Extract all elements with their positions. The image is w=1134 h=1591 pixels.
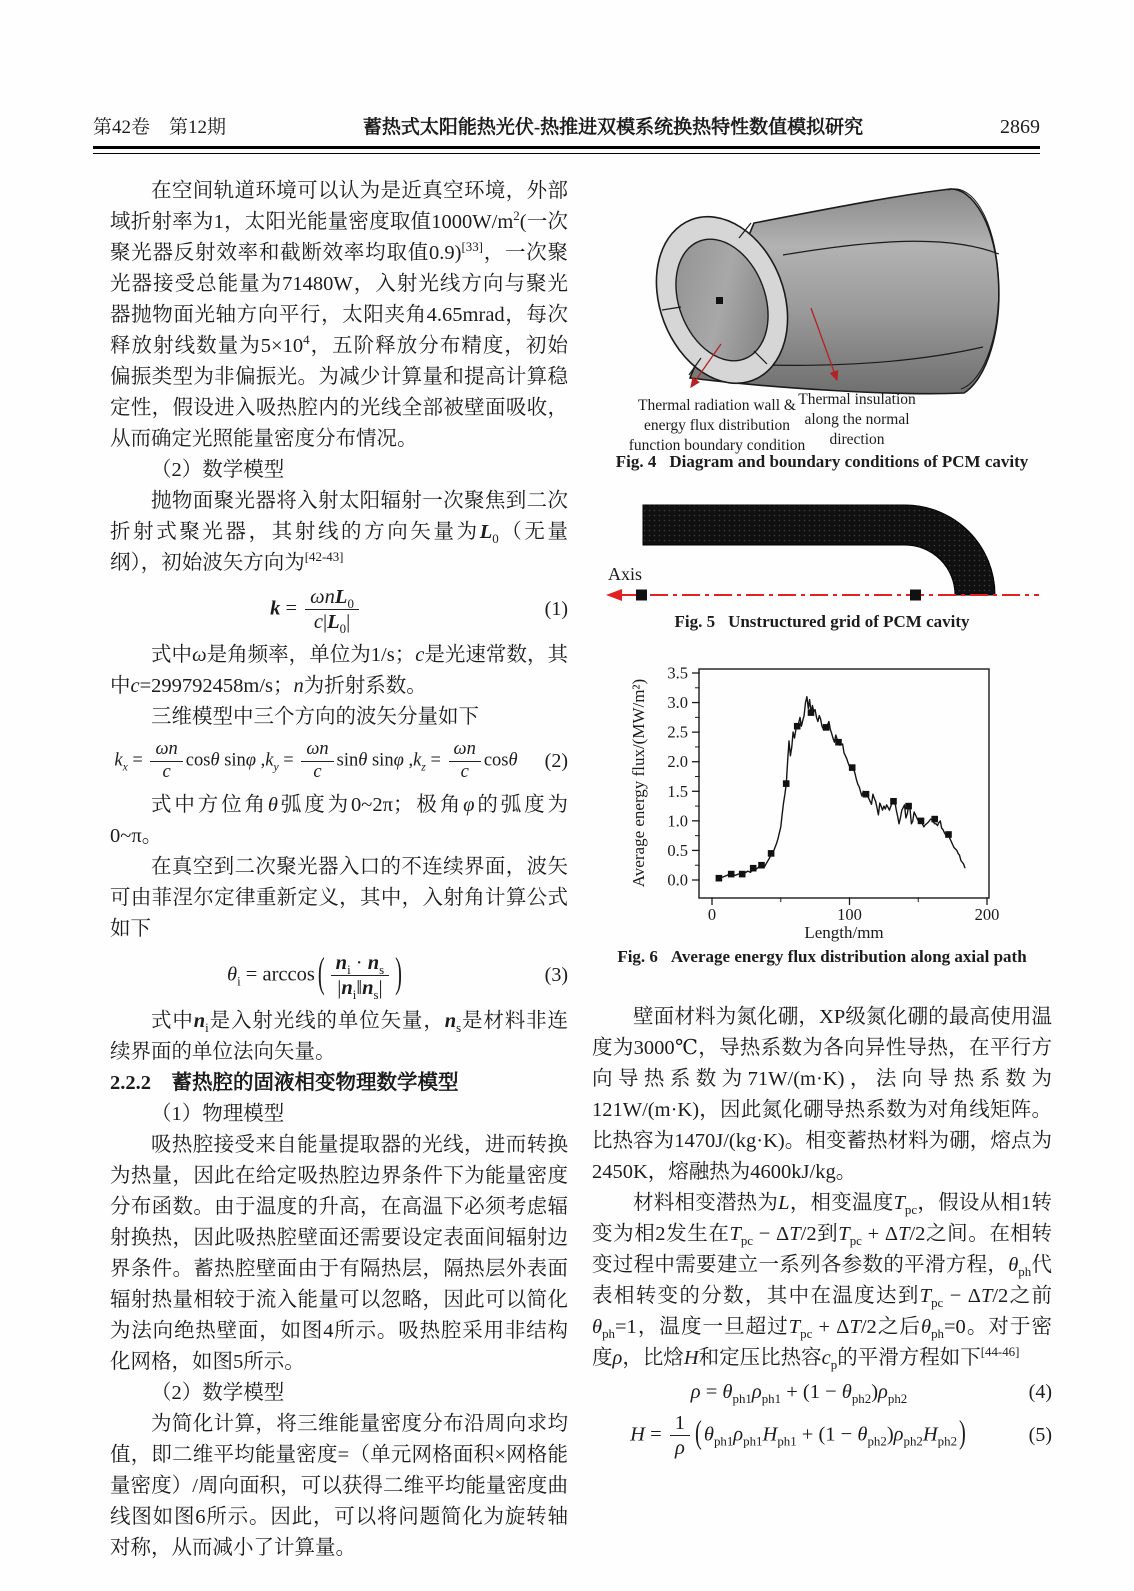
right-column: [592, 1002, 1052, 1466]
center-measure-point: [716, 297, 723, 304]
equation-5-number: (5): [1028, 1423, 1052, 1446]
svg-text:2.0: 2.0: [667, 752, 688, 772]
flux-marker: [931, 816, 938, 823]
paragraph-parabolic-concentrator: 抛物面聚光器将入射太阳辐射一次聚焦到二次折射式聚光器，其射线的方向矢量为$L_0$（无量纲），初始波矢方向为[42-43]: [110, 490, 569, 574]
paragraph-omega-definition: 式中ω是角频率，单位为1/s；c是光速常数，其中c=299792458m/s；n为折射系数。: [110, 644, 569, 698]
svg-text:3.5: 3.5: [667, 663, 688, 683]
flux-marker: [890, 798, 897, 805]
left-column: [110, 176, 568, 1564]
paragraph-space-environment: 在空间轨道环境可以认为是近真空环境，外部域折射率为1，太阳光能量密度取值$1000W/m^2$(一次聚光器反射效率和截断效率均取值0.9)[33]，一次聚光器接受总能量为71480W，入射光线方向与聚光器抛物面光轴方向平行，太阳夹角4.65mrad，每次释放射线数量为$5\times 10^4$，五阶释放分布精度，初始偏振类型为非偏振光。为减少计算量和提高计算稳定性，假设进入吸热腔内的光线全部被壁面吸收，从而确定光照能量密度分布情况。: [110, 180, 569, 450]
flux-marker: [808, 709, 815, 716]
page-number: 2869: [1000, 116, 1040, 138]
flux-marker: [794, 723, 801, 730]
flux-marker: [728, 871, 735, 878]
paragraph-angle-ranges: 式中方位角θ弧度为0~2π；极角φ的弧度为0~π。: [110, 794, 568, 848]
svg-text:0.5: 0.5: [667, 840, 688, 860]
mesh-domain: [643, 505, 995, 595]
paragraph-unit-vectors: 式中$n_i$是入射光线的单位矢量，$n_s$是材料非连续界面的单位法向矢量。: [110, 1010, 569, 1064]
svg-text:100: 100: [837, 905, 862, 924]
flux-marker: [863, 791, 870, 798]
flux-marker: [768, 850, 775, 857]
chart-plot-area: [667, 664, 999, 924]
svg-text:1.5: 1.5: [667, 781, 688, 801]
volume-issue: 第42卷 第12期: [93, 117, 227, 138]
figure-4-caption: Fig. 4 Diagram and boundary conditions of PCM cavity: [615, 452, 1029, 471]
svg-text:3.0: 3.0: [667, 693, 688, 713]
figure-6-flux-chart: [592, 650, 1052, 986]
equation-1-body: k = $\frac{\omega nL_0}{c|L_0|}$: [110, 586, 522, 633]
svg-text:200: 200: [974, 905, 1000, 924]
energy-flux-chart: [592, 650, 1052, 942]
equation-3-body: $\theta_i = \arccos$ ( $\frac{n_i \cdot n_s}{|n_i‖n_s|}$ ): [226, 951, 402, 1003]
svg-text:0.0: 0.0: [667, 870, 688, 890]
equation-2-number: (2): [544, 750, 568, 773]
figure-5-caption: Fig. 5 Unstructured grid of PCM cavity: [674, 612, 970, 631]
equation-4-number: (4): [1028, 1381, 1052, 1404]
x-axis-label: Length/mm: [804, 923, 884, 942]
figure-4-pcm-cavity: [592, 168, 1052, 488]
flux-marker: [716, 875, 723, 882]
figure-5-grid: [592, 488, 1052, 640]
equation-4: [592, 1381, 1052, 1405]
svg-text:0: 0: [707, 905, 717, 924]
equation-3: [110, 951, 568, 1003]
flux-marker: [783, 780, 790, 787]
equation-1-number: (1): [544, 598, 568, 621]
y-axis-label: Average energy flux/(MW/m²): [629, 678, 648, 888]
flux-marker: [758, 862, 765, 869]
flux-marker: [739, 871, 746, 878]
flux-marker: [945, 831, 952, 838]
paragraph-absorber-cavity: 吸热腔接受来自能量提取器的光线，进而转换为热量，因此在给定吸热腔边界条件下为能量密度分布函数。由于温度的升高，在高温下必须考虑辐射换热，因此吸热腔壁面还需要设定表面间辐射边界条件。蓄热腔壁面由于有隔热层，隔热层外表面辐射热量相较于流入能量可以忽略，因此可以简化为法向绝热壁面，如图4所示。吸热腔采用非结构化网格，如图5所示。: [110, 1134, 568, 1374]
axis-label: Axis: [608, 564, 643, 584]
flux-marker: [835, 739, 842, 746]
header-rule-thick: [93, 146, 1040, 149]
flux-line: [719, 697, 965, 879]
svg-text:2.5: 2.5: [667, 722, 688, 742]
fig4-label-insulation: Thermal insulation along the normal direction: [798, 391, 916, 448]
paragraph-simplification: 为简化计算，将三维能量密度分布沿周向求均值，即二维平均能量密度=（单元网格面积×网格能量密度）/周向面积，可以获得二维平均能量密度曲线图如图6所示。因此，可以将问题简化为旋转轴对称，从而减小了计算量。: [110, 1413, 568, 1560]
fig4-label-radiation-wall: Thermal radiation wall & energy flux distribution function boundary condition: [628, 397, 806, 454]
flux-marker: [849, 764, 856, 771]
flux-marker: [905, 803, 912, 810]
flux-marker: [750, 865, 757, 872]
flux-marker: [823, 724, 830, 731]
subheading-math-model-1: （2）数学模型: [151, 459, 285, 481]
running-title: 蓄热式太阳能热光伏-热推进双模系统换热特性数值模拟研究: [362, 117, 864, 138]
page-header: [93, 112, 1040, 139]
subheading-math-model-2: （2）数学模型: [151, 1382, 285, 1405]
paragraph-boron-nitride: 壁面材料为氮化硼，XP级氮化硼的最高使用温度为3000℃，导热系数为各向异性导热，在平行方向导热系数为71W/(m·K)，法向导热系数为121W/(m·K)，因此氮化硼导热系数为对角线矩阵。比热容为1470J/(kg·K)。相变蓄热材料为硼，熔点为2450K，熔融热为4600kJ/kg。: [592, 1006, 1052, 1183]
svg-text:1.0: 1.0: [667, 811, 688, 831]
equation-1: [110, 586, 568, 637]
section-heading-222: 2.2.2 蓄热腔的固液相变物理数学模型: [110, 1072, 459, 1095]
header-rule-thin: [93, 153, 1040, 154]
paragraph-phase-change: 材料相变潜热为L，相变温度$T_{pc}$，假设从相1转变为相2发生在$T_{pc} - \Delta T/2$到$T_{pc} + \Delta T/2$之间。在相转变过程中需要建立一系列各参数的平滑方程，$\theta_{ph}$代表相转变的分数，其中在温度达到$T_{pc} - \Delta T/2$之前$\theta_{ph}=1$，温度一旦超过$T_{pc} + \Delta T/2$之后$\theta_{ph}=0$。对于密度ρ，比焓H和定压比热容$c_p$的平滑方程如下[44-46]: [592, 1192, 1053, 1373]
unstructured-grid-diagram: [592, 488, 1052, 610]
flux-marker: [918, 818, 925, 825]
pcm-cavity-diagram: [592, 168, 1052, 403]
equation-4-body: $\rho = \theta_{ph1}\rho_{ph1} + (1 - \theta_{ph2})\rho_{ph2}$: [690, 1381, 908, 1407]
axis-marker-1: [636, 590, 647, 601]
axis-arrowhead: [606, 589, 622, 601]
equation-3-number: (3): [544, 964, 568, 987]
paragraph-fresnel: 在真空到二次聚光器入口的不连续界面，波矢可由菲涅尔定律重新定义，其中，入射角计算公式如下: [110, 856, 568, 941]
equation-2-body: $k_x$ = $\frac{\omega n}{c}$ cosθ sinφ $,k_y$ = $\frac{\omega n}{c}$ sinθ sinφ $,k_z$ = $\frac{\omega n}{c}$ cosθ: [114, 739, 518, 783]
equation-5-body: H = $\frac{1}{\rho}$ $(\theta_{ph1}\rho_{ph1}H_{ph1} + (1 - \theta_{ph2})\rho_{ph2}H_{ph2})$: [630, 1411, 966, 1459]
subheading-physical-model: （1）物理模型: [151, 1103, 285, 1126]
axis-marker-2: [910, 590, 921, 601]
equation-2: [110, 740, 568, 783]
paragraph-wave-vector-intro: 三维模型中三个方向的波矢分量如下: [151, 706, 479, 729]
equation-5: [592, 1412, 1052, 1459]
figure-6-caption: Fig. 6 Average energy flux distribution along axial path: [617, 947, 1027, 966]
